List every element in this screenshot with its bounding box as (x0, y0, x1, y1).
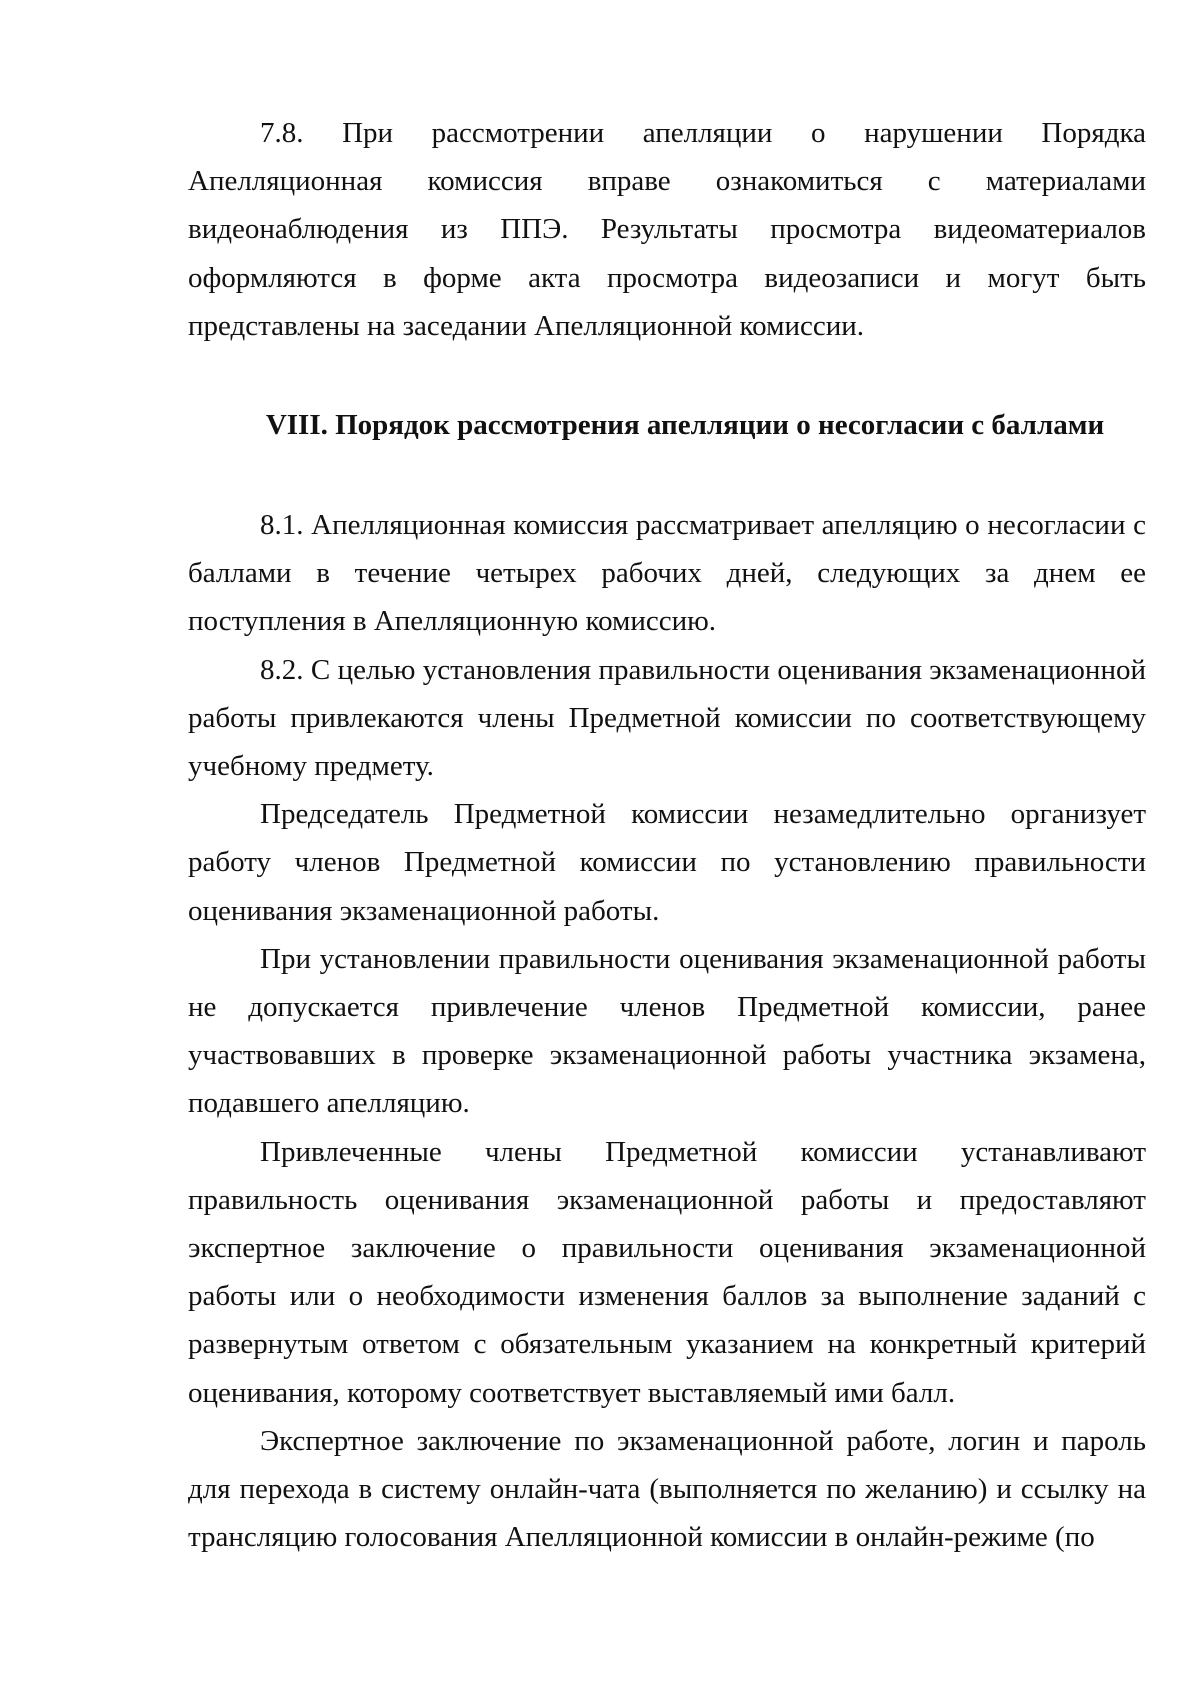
section-heading: VIII. Порядок рассмотрения апелляции о несогласии с баллами (265, 409, 1105, 441)
paragraph-chairman: Председатель Предметной комиссии незамедлительно организует работу членов Предметной комиссии по установлению правильности оценивания экзаменационной работы. (188, 798, 1146, 927)
paragraph-8-2: 8.2. С целью установления правильности оценивания экзаменационной работы привлекаются члены Предметной комиссии по соответствующему учебному предмету. (188, 653, 1146, 783)
paragraph-8-1: 8.1. Апелляционная комиссия рассматривает апелляцию о несогласии с баллами в течение четырех рабочих дней, следующих за днем ее поступления в Апелляционную комиссию. (188, 509, 1146, 638)
section-7-continuation (188, 109, 1146, 350)
paragraph-7-8: 7.8. При рассмотрении апелляции о нарушении Порядка Апелляционная комиссия вправе ознакомиться с материалами видеонаблюдения из ППЭ. Результаты просмотра видеоматериалов оформляются в форме акта просмотра видеозаписи и могут быть представлены на заседании Апелляционной комиссии. (188, 117, 1146, 342)
paragraph-expert-conclusion: Экспертное заключение по экзаменационной работе, логин и пароль для перехода в систему онлайн-чата (выполняется по желанию) и ссылку на трансляцию голосования Апелляционной комиссии в онлайн-режиме (по (188, 1424, 1146, 1554)
paragraph-expert-members: Привлеченные члены Предметной комиссии устанавливают правильность оценивания экзаменационной работы и предоставляют экспертное заключение о правильности оценивания экзаменационной работы или о необходимости изменения баллов за выполнение заданий с развернутым ответом с обязательным указанием на конкретный критерий оценивания, которому соответствует выставляемый ими балл. (188, 1135, 1146, 1409)
paragraph-restriction: При установлении правильности оценивания экзаменационной работы не допускается привлечение членов Предметной комиссии, ранее участвовавших в проверке экзаменационной работы участника экзамена, подавшего апелляцию. (188, 942, 1146, 1120)
section-8-body (188, 501, 1146, 1561)
